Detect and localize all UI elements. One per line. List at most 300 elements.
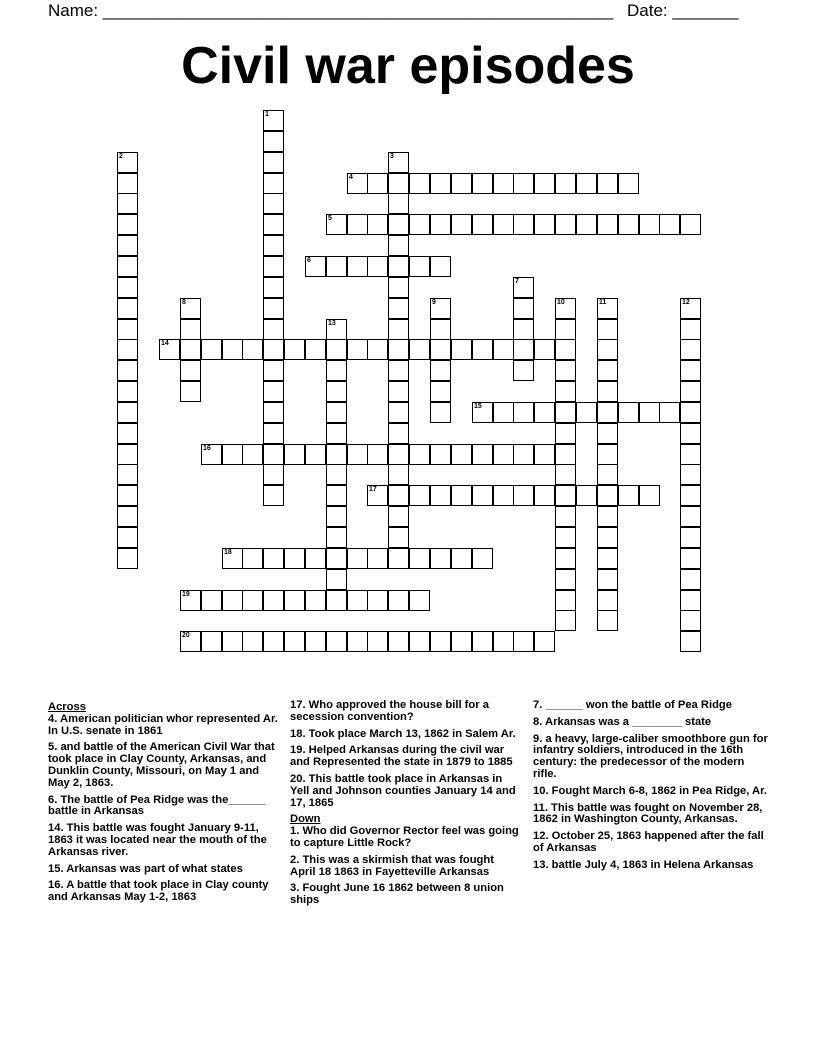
grid-cell bbox=[680, 339, 701, 360]
grid-cell bbox=[597, 214, 618, 235]
clue-down-11: 11. This battle was fought on November 28, 1862 in Washington County, Arkansas. bbox=[533, 801, 763, 826]
grid-cell bbox=[263, 548, 284, 569]
grid-cell bbox=[680, 485, 701, 506]
clue-across-14: 14. This battle was fought January 9-11, 1863 it was located near the mouth of the Arkansas river. bbox=[48, 822, 267, 858]
grid-cell bbox=[680, 360, 701, 381]
grid-cell bbox=[555, 339, 576, 360]
grid-cell bbox=[639, 485, 660, 506]
grid-cell bbox=[388, 214, 409, 235]
grid-cell bbox=[597, 319, 618, 340]
grid-cell bbox=[430, 381, 451, 402]
grid-cell bbox=[555, 548, 576, 569]
grid-cell bbox=[680, 402, 701, 423]
grid-cell bbox=[534, 631, 555, 652]
grid-cell bbox=[117, 506, 138, 527]
grid-cell bbox=[680, 506, 701, 527]
grid-cell bbox=[326, 339, 347, 360]
grid-cell bbox=[680, 319, 701, 340]
grid-cell bbox=[117, 256, 138, 277]
grid-cell bbox=[513, 444, 534, 465]
clue-down-1: 1. Who did Governor Rector feel was going to capture Little Rock? bbox=[290, 825, 519, 849]
clue-number: 11 bbox=[599, 299, 607, 306]
grid-cell bbox=[367, 339, 388, 360]
grid-cell bbox=[367, 548, 388, 569]
grid-cell bbox=[242, 590, 263, 611]
grid-cell bbox=[284, 590, 305, 611]
grid-cell bbox=[242, 444, 263, 465]
grid-cell bbox=[493, 214, 514, 235]
grid-cell bbox=[326, 381, 347, 402]
grid-cell bbox=[117, 339, 138, 360]
clue-across-17: 17. Who approved the house bill for a secession convention? bbox=[290, 699, 489, 723]
clue-number: 13 bbox=[328, 320, 336, 327]
clue-column-3 bbox=[533, 700, 769, 877]
grid-cell bbox=[305, 256, 326, 277]
grid-cell bbox=[430, 256, 451, 277]
grid-cell bbox=[263, 360, 284, 381]
grid-cell bbox=[597, 298, 618, 319]
grid-cell bbox=[555, 506, 576, 527]
grid-cell bbox=[555, 527, 576, 548]
grid-cell bbox=[388, 464, 409, 485]
grid-cell bbox=[388, 152, 409, 173]
grid-cell bbox=[430, 214, 451, 235]
grid-cell bbox=[326, 569, 347, 590]
grid-cell bbox=[263, 152, 284, 173]
grid-cell bbox=[534, 485, 555, 506]
clue-down-2: 2. This was a skirmish that was fought April 18 1863 in Fayetteville Arkansas bbox=[290, 853, 494, 878]
grid-cell bbox=[388, 256, 409, 277]
clue-number: 18 bbox=[224, 549, 232, 556]
grid-cell bbox=[597, 381, 618, 402]
grid-cell bbox=[305, 339, 326, 360]
down-heading: Down bbox=[290, 813, 321, 826]
grid-cell bbox=[263, 256, 284, 277]
grid-cell bbox=[597, 610, 618, 631]
clue-across-5: 5. and battle of the American Civil War that took place in Clay County, Arkansas, and Dunklin County, Missouri, on May 1 and May 2, 1863. bbox=[48, 741, 275, 789]
grid-cell bbox=[263, 214, 284, 235]
grid-cell bbox=[534, 402, 555, 423]
clue-number: 8 bbox=[182, 299, 186, 306]
grid-cell bbox=[263, 381, 284, 402]
grid-cell bbox=[242, 631, 263, 652]
grid-cell bbox=[263, 631, 284, 652]
grid-cell bbox=[117, 444, 138, 465]
grid-cell bbox=[367, 444, 388, 465]
grid-cell bbox=[201, 631, 222, 652]
grid-cell bbox=[388, 631, 409, 652]
grid-cell bbox=[388, 506, 409, 527]
grid-cell bbox=[326, 464, 347, 485]
grid-cell bbox=[513, 277, 534, 298]
grid-cell bbox=[388, 319, 409, 340]
clue-across-15: 15. Arkansas was part of what states bbox=[48, 862, 243, 875]
grid-cell bbox=[326, 527, 347, 548]
grid-cell bbox=[493, 444, 514, 465]
grid-cell bbox=[555, 610, 576, 631]
grid-cell bbox=[326, 444, 347, 465]
grid-cell bbox=[680, 298, 701, 319]
grid-cell bbox=[472, 631, 493, 652]
grid-cell bbox=[472, 214, 493, 235]
grid-cell bbox=[659, 402, 680, 423]
grid-cell bbox=[680, 548, 701, 569]
grid-cell bbox=[242, 339, 263, 360]
clue-number: 20 bbox=[182, 632, 190, 639]
grid-cell bbox=[493, 173, 514, 194]
grid-cell bbox=[409, 214, 430, 235]
grid-cell bbox=[555, 173, 576, 194]
grid-cell bbox=[388, 527, 409, 548]
grid-cell bbox=[263, 590, 284, 611]
grid-cell bbox=[347, 173, 368, 194]
grid-cell bbox=[388, 298, 409, 319]
grid-cell bbox=[639, 402, 660, 423]
clue-number: 9 bbox=[432, 299, 436, 306]
clue-down-9: 9. a heavy, large-caliber smoothbore gun for infantry soldiers, introduced in the 16th century: the predecessor of the modern rifle. bbox=[533, 732, 768, 780]
grid-cell bbox=[618, 485, 639, 506]
grid-cell bbox=[284, 631, 305, 652]
clue-down-8: 8. Arkansas was a ________ state bbox=[533, 715, 712, 728]
grid-cell bbox=[367, 485, 388, 506]
grid-cell bbox=[284, 548, 305, 569]
clue-down-13: 13. battle July 4, 1863 in Helena Arkansas bbox=[533, 858, 754, 871]
grid-cell bbox=[597, 527, 618, 548]
grid-cell bbox=[409, 548, 430, 569]
grid-cell bbox=[367, 214, 388, 235]
grid-cell bbox=[430, 339, 451, 360]
grid-cell bbox=[576, 485, 597, 506]
grid-cell bbox=[388, 235, 409, 256]
grid-cell bbox=[326, 360, 347, 381]
grid-cell bbox=[597, 548, 618, 569]
grid-cell bbox=[597, 569, 618, 590]
grid-cell bbox=[680, 444, 701, 465]
grid-cell bbox=[117, 548, 138, 569]
grid-cell bbox=[284, 339, 305, 360]
grid-cell bbox=[555, 298, 576, 319]
grid-cell bbox=[513, 339, 534, 360]
grid-cell bbox=[263, 464, 284, 485]
grid-cell bbox=[597, 444, 618, 465]
clue-number: 12 bbox=[682, 299, 690, 306]
grid-cell bbox=[347, 548, 368, 569]
grid-cell bbox=[597, 423, 618, 444]
grid-cell bbox=[326, 402, 347, 423]
grid-cell bbox=[597, 173, 618, 194]
grid-cell bbox=[222, 444, 243, 465]
grid-cell bbox=[388, 193, 409, 214]
grid-cell bbox=[201, 339, 222, 360]
clue-number: 10 bbox=[557, 299, 565, 306]
grid-cell bbox=[159, 339, 180, 360]
grid-cell bbox=[555, 569, 576, 590]
grid-cell bbox=[451, 485, 472, 506]
grid-cell bbox=[430, 173, 451, 194]
grid-cell bbox=[388, 402, 409, 423]
clue-across-19: 19. Helped Arkansas during the civil war and Represented the state in 1879 to 1885 bbox=[290, 744, 513, 769]
grid-cell bbox=[263, 110, 284, 131]
grid-cell bbox=[680, 464, 701, 485]
grid-cell bbox=[597, 360, 618, 381]
grid-cell bbox=[367, 631, 388, 652]
grid-cell bbox=[618, 173, 639, 194]
grid-cell bbox=[263, 319, 284, 340]
grid-cell bbox=[472, 548, 493, 569]
grid-cell bbox=[597, 506, 618, 527]
grid-cell bbox=[513, 631, 534, 652]
grid-cell bbox=[263, 193, 284, 214]
grid-cell bbox=[180, 631, 201, 652]
grid-cell bbox=[347, 631, 368, 652]
grid-cell bbox=[222, 631, 243, 652]
grid-cell bbox=[326, 485, 347, 506]
grid-cell bbox=[242, 548, 263, 569]
grid-cell bbox=[347, 214, 368, 235]
grid-cell bbox=[555, 319, 576, 340]
grid-cell bbox=[367, 590, 388, 611]
grid-cell bbox=[388, 360, 409, 381]
grid-cell bbox=[493, 485, 514, 506]
grid-cell bbox=[367, 173, 388, 194]
grid-cell bbox=[263, 173, 284, 194]
grid-cell bbox=[305, 590, 326, 611]
grid-cell bbox=[388, 590, 409, 611]
grid-cell bbox=[305, 444, 326, 465]
grid-cell bbox=[451, 631, 472, 652]
grid-cell bbox=[347, 256, 368, 277]
clue-number: 5 bbox=[328, 215, 332, 222]
grid-cell bbox=[555, 485, 576, 506]
grid-cell bbox=[180, 298, 201, 319]
grid-cell bbox=[409, 444, 430, 465]
grid-cell bbox=[451, 444, 472, 465]
grid-cell bbox=[388, 339, 409, 360]
grid-cell bbox=[222, 339, 243, 360]
grid-cell bbox=[180, 319, 201, 340]
grid-cell bbox=[680, 214, 701, 235]
grid-cell bbox=[409, 256, 430, 277]
grid-cell bbox=[347, 444, 368, 465]
grid-cell bbox=[555, 590, 576, 611]
grid-cell bbox=[409, 173, 430, 194]
grid-cell bbox=[597, 339, 618, 360]
grid-cell bbox=[639, 214, 660, 235]
grid-cell bbox=[555, 214, 576, 235]
grid-cell bbox=[451, 214, 472, 235]
grid-cell bbox=[409, 590, 430, 611]
clue-number: 2 bbox=[119, 153, 123, 160]
grid-cell bbox=[388, 485, 409, 506]
grid-cell bbox=[263, 339, 284, 360]
clue-column-2 bbox=[290, 700, 522, 912]
grid-cell bbox=[555, 402, 576, 423]
grid-cell bbox=[430, 319, 451, 340]
grid-cell bbox=[430, 402, 451, 423]
grid-cell bbox=[222, 590, 243, 611]
grid-cell bbox=[618, 214, 639, 235]
clue-number: 1 bbox=[265, 111, 269, 118]
grid-cell bbox=[472, 485, 493, 506]
clue-number: 6 bbox=[307, 257, 311, 264]
grid-cell bbox=[430, 298, 451, 319]
grid-cell bbox=[347, 339, 368, 360]
grid-cell bbox=[472, 173, 493, 194]
grid-cell bbox=[513, 173, 534, 194]
name-line: Name: ______________________________________________________ bbox=[48, 1, 614, 20]
grid-cell bbox=[388, 381, 409, 402]
grid-cell bbox=[326, 548, 347, 569]
grid-cell bbox=[555, 423, 576, 444]
grid-cell bbox=[388, 444, 409, 465]
grid-cell bbox=[117, 464, 138, 485]
clue-column-1 bbox=[48, 700, 280, 909]
grid-cell bbox=[680, 527, 701, 548]
grid-cell bbox=[180, 590, 201, 611]
grid-cell bbox=[263, 485, 284, 506]
grid-cell bbox=[326, 590, 347, 611]
grid-cell bbox=[555, 360, 576, 381]
grid-cell bbox=[263, 444, 284, 465]
grid-cell bbox=[117, 214, 138, 235]
grid-cell bbox=[117, 360, 138, 381]
grid-cell bbox=[493, 631, 514, 652]
grid-cell bbox=[597, 485, 618, 506]
grid-cell bbox=[117, 152, 138, 173]
grid-cell bbox=[680, 590, 701, 611]
grid-cell bbox=[680, 381, 701, 402]
grid-cell bbox=[388, 548, 409, 569]
grid-cell bbox=[513, 319, 534, 340]
clue-across-16: 16. A battle that took place in Clay county and Arkansas May 1-2, 1863 bbox=[48, 879, 269, 904]
clue-down-3: 3. Fought June 16 1862 between 8 union ships bbox=[290, 882, 504, 907]
grid-cell bbox=[117, 277, 138, 298]
grid-cell bbox=[430, 485, 451, 506]
grid-cell bbox=[409, 631, 430, 652]
grid-cell bbox=[659, 214, 680, 235]
clue-number: 4 bbox=[349, 174, 353, 181]
grid-cell bbox=[680, 631, 701, 652]
grid-cell bbox=[493, 402, 514, 423]
grid-cell bbox=[472, 444, 493, 465]
clue-across-6: 6. The battle of Pea Ridge was the______ battle in Arkansas bbox=[48, 793, 266, 818]
grid-cell bbox=[513, 298, 534, 319]
grid-cell bbox=[409, 339, 430, 360]
grid-cell bbox=[534, 214, 555, 235]
clue-number: 15 bbox=[474, 403, 482, 410]
clue-across-4: 4. American politician whor represented Ar. In U.S. senate in 1861 bbox=[48, 712, 278, 737]
clue-down-7: 7. ______ won the battle of Pea Ridge bbox=[533, 699, 732, 711]
clue-number: 16 bbox=[203, 445, 211, 452]
grid-cell bbox=[430, 360, 451, 381]
grid-cell bbox=[534, 339, 555, 360]
grid-cell bbox=[576, 402, 597, 423]
grid-cell bbox=[263, 298, 284, 319]
grid-cell bbox=[180, 339, 201, 360]
grid-cell bbox=[117, 527, 138, 548]
grid-cell bbox=[576, 214, 597, 235]
grid-cell bbox=[451, 173, 472, 194]
grid-cell bbox=[326, 423, 347, 444]
grid-cell bbox=[117, 381, 138, 402]
grid-cell bbox=[555, 444, 576, 465]
grid-cell bbox=[555, 381, 576, 402]
grid-cell bbox=[680, 610, 701, 631]
grid-cell bbox=[180, 381, 201, 402]
grid-cell bbox=[263, 423, 284, 444]
grid-cell bbox=[388, 173, 409, 194]
grid-cell bbox=[430, 631, 451, 652]
grid-cell bbox=[347, 590, 368, 611]
grid-cell bbox=[117, 402, 138, 423]
grid-cell bbox=[472, 339, 493, 360]
clue-across-20: 20. This battle took place in Arkansas in Yell and Johnson counties January 14 and 17, 1865 bbox=[290, 772, 516, 809]
grid-cell bbox=[201, 444, 222, 465]
grid-cell bbox=[618, 402, 639, 423]
grid-cell bbox=[284, 444, 305, 465]
grid-cell bbox=[409, 485, 430, 506]
grid-cell bbox=[680, 569, 701, 590]
across-heading: Across bbox=[48, 701, 86, 713]
grid-cell bbox=[117, 173, 138, 194]
grid-cell bbox=[117, 193, 138, 214]
grid-cell bbox=[555, 464, 576, 485]
grid-cell bbox=[117, 423, 138, 444]
grid-cell bbox=[388, 423, 409, 444]
grid-cell bbox=[117, 319, 138, 340]
grid-cell bbox=[513, 485, 534, 506]
grid-cell bbox=[326, 506, 347, 527]
grid-cell bbox=[597, 464, 618, 485]
clue-number: 19 bbox=[182, 591, 190, 598]
grid-cell bbox=[597, 590, 618, 611]
clue-number: 17 bbox=[369, 486, 377, 493]
grid-cell bbox=[430, 548, 451, 569]
grid-cell bbox=[117, 485, 138, 506]
clue-down-12: 12. October 25, 1863 happened after the fall of Arkansas bbox=[533, 830, 764, 854]
grid-cell bbox=[263, 277, 284, 298]
grid-cell bbox=[680, 423, 701, 444]
clue-number: 3 bbox=[390, 153, 394, 160]
grid-cell bbox=[451, 548, 472, 569]
grid-cell bbox=[263, 131, 284, 152]
grid-cell bbox=[117, 298, 138, 319]
grid-cell bbox=[305, 631, 326, 652]
grid-cell bbox=[388, 277, 409, 298]
date-line: Date: _______ bbox=[627, 1, 739, 20]
clue-across-18: 18. Took place March 13, 1862 in Salem Ar. bbox=[290, 727, 516, 740]
grid-cell bbox=[513, 402, 534, 423]
grid-cell bbox=[534, 173, 555, 194]
clue-down-10: 10. Fought March 6-8, 1862 in Pea Ridge, Ar. bbox=[533, 784, 767, 797]
grid-cell bbox=[117, 235, 138, 256]
grid-cell bbox=[493, 339, 514, 360]
grid-cell bbox=[326, 631, 347, 652]
grid-cell bbox=[263, 402, 284, 423]
grid-cell bbox=[263, 235, 284, 256]
grid-cell bbox=[222, 548, 243, 569]
grid-cell bbox=[534, 444, 555, 465]
grid-cell bbox=[180, 360, 201, 381]
grid-cell bbox=[367, 256, 388, 277]
grid-cell bbox=[201, 590, 222, 611]
grid-cell bbox=[513, 360, 534, 381]
clue-number: 14 bbox=[161, 340, 169, 347]
grid-cell bbox=[430, 444, 451, 465]
grid-cell bbox=[513, 214, 534, 235]
grid-cell bbox=[576, 173, 597, 194]
grid-cell bbox=[597, 402, 618, 423]
